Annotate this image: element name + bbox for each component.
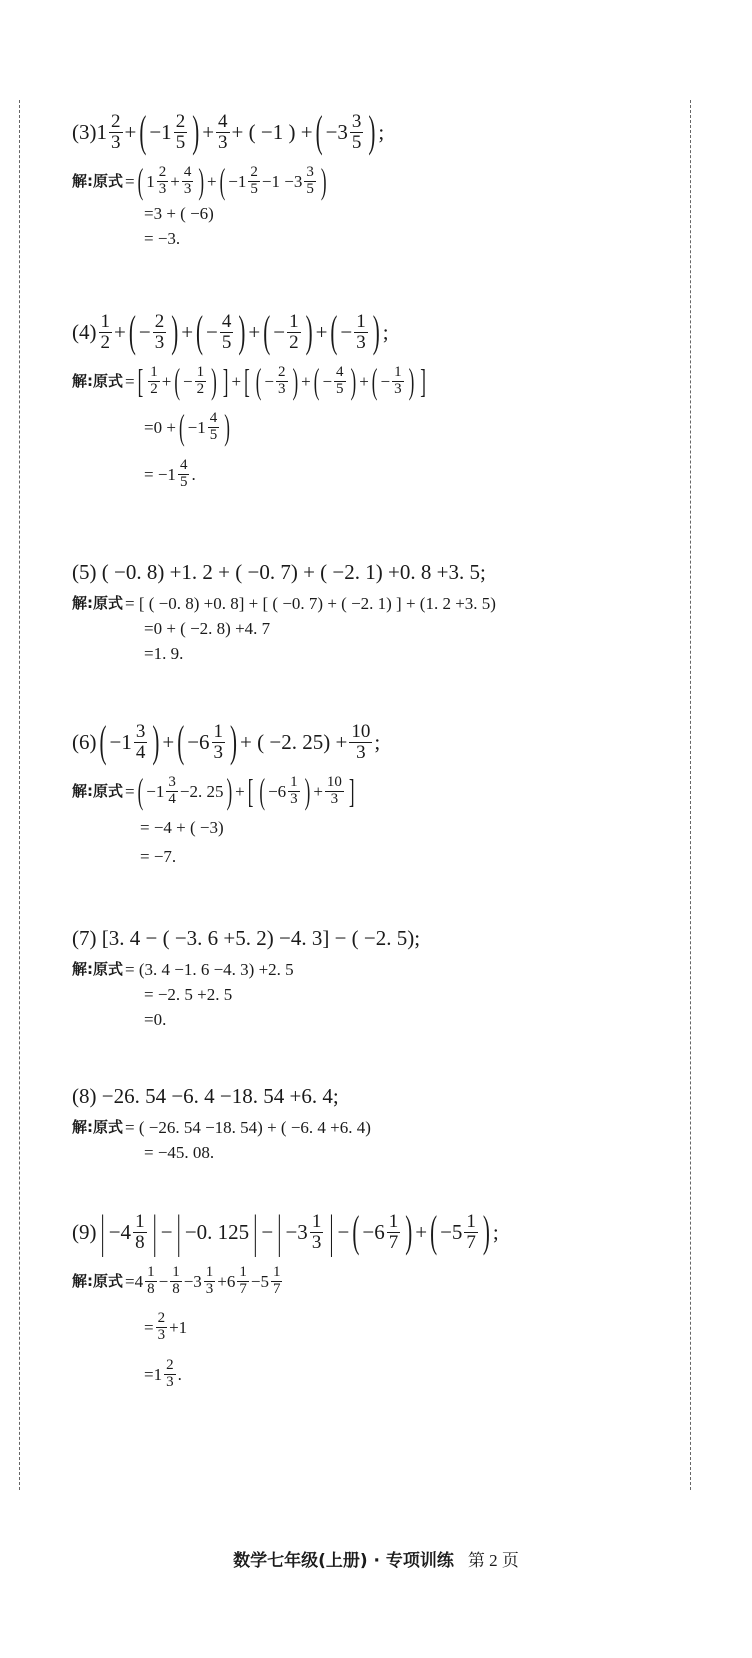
problem-4-step-1: 解:原式 = [ $\frac{1}{2}$ + ( − $\frac{1}{2}$ ) ] + [ ( − $\frac{2}{3}$ ) + ( − $\frac{4}{5}$ ) + ( − $\frac{1}{3}$ ) ] [72,361,426,402]
page-footer [0,1546,752,1571]
problem-9-step-3: =1 $\frac{2}{3}$ . [144,1356,182,1390]
problem-6-step-1: 解:原式 = ( −1 $\frac{3}{4}$ −2. 25 ) + [ ( −6 $\frac{1}{3}$ ) + $\frac{10}{3}$ ] [72,771,355,812]
problem-7 [72,928,420,1028]
page-number: 第 2 页 [467,1551,519,1570]
problem-5-step-1: 解:原式 = [ ( −0. 8) +0. 8] + [ ( −0. 7) + ( −2. 1) ] + (1. 2 +3. 5) [72,594,496,613]
problem-6-question: (6) ( −1 $\frac{3}{4}$ ) + ( −6 $\frac{1}{3}$ ) + ( −2. 25) + $\frac{10}{3}$ ; [72,716,381,767]
problem-8-step-2: = −45. 08. [144,1143,215,1162]
problem-7-step-3: =0. [144,1010,167,1029]
problem-7-step-2: = −2. 5 +2. 5 [144,985,233,1004]
problem-4-step-3: = −1 $\frac{4}{5}$ . [144,456,196,490]
problem-4-question: (4) $\frac{1}{2}$ + ( − $\frac{2}{3}$ ) + ( − $\frac{4}{5}$ ) + ( − $\frac{1}{2}$ ) + ( − $\frac{1}{3}$ ) ; [72,306,389,357]
problem-3-step-1: 解:原式 = ( 1 $\frac{2}{3}$ + $\frac{4}{3}$ ) + ( −1 $\frac{2}{5}$ −1 −3 $\frac{3}{5}$ ) [72,161,327,202]
problem-4 [72,306,429,490]
problem-3-step-3: = −3. [144,229,181,249]
problem-9-step-2: = $\frac{2}{3}$ +1 [144,1310,188,1344]
left-margin-dashed-line [19,100,20,1490]
problem-9-step-1: 解:原式 =4 $\frac{1}{8}$ − $\frac{1}{8}$ −3 $\frac{1}{3}$ +6 $\frac{1}{7}$ −5 $\frac{1}{7}$ [72,1263,281,1297]
problem-5-step-3: =1. 9. [144,644,184,663]
problem-8-question: (8) −26. 54 −6. 4 −18. 54 +6. 4; [72,1084,339,1108]
problem-7-question: (7) [3. 4 − ( −3. 6 +5. 2) −4. 3] − ( −2. 5); [72,926,421,950]
footer-title: 数学七年级(上册) · 专项训练 [233,1551,454,1571]
problem-4-step-2: =0 + ( −1 $\frac{4}{5}$ ) [144,407,230,448]
problem-9-question: (9) | −4 $\frac{1}{8}$ | − | −0. 125 | − | −3 $\frac{1}{3}$ | − ( −6 $\frac{1}{7}$ ) + ( −5 $\frac{1}{7}$ ) ; [72,1204,499,1258]
problem-6-step-2: = −4 + ( −3) [140,818,224,838]
problem-5-question: (5) ( −0. 8) +1. 2 + ( −0. 7) + ( −2. 1) +0. 8 +3. 5; [72,560,486,584]
problem-7-step-1: 解:原式 = (3. 4 −1. 6 −4. 3) +2. 5 [72,960,294,979]
problem-3-question: (3) 1 $\frac{2}{3}$ + ( −1 $\frac{2}{5}$ ) + $\frac{4}{3}$ + ( −1 ) + ( −3 $\frac{3}{5}$ ) ; [72,106,385,157]
problem-5-step-2: =0 + ( −2. 8) +4. 7 [144,619,271,638]
right-margin-dashed-line [690,100,691,1490]
problem-9 [72,1204,499,1390]
problem-3 [72,106,385,249]
problem-5 [72,562,496,662]
problem-6-step-3: = −7. [140,847,177,867]
problem-3-step-2: =3 + ( −6) [144,204,214,224]
problem-6 [72,716,381,867]
problem-8-step-1: 解:原式 = ( −26. 54 −18. 54) + ( −6. 4 +6. 4) [72,1118,371,1137]
problem-8 [72,1086,371,1161]
